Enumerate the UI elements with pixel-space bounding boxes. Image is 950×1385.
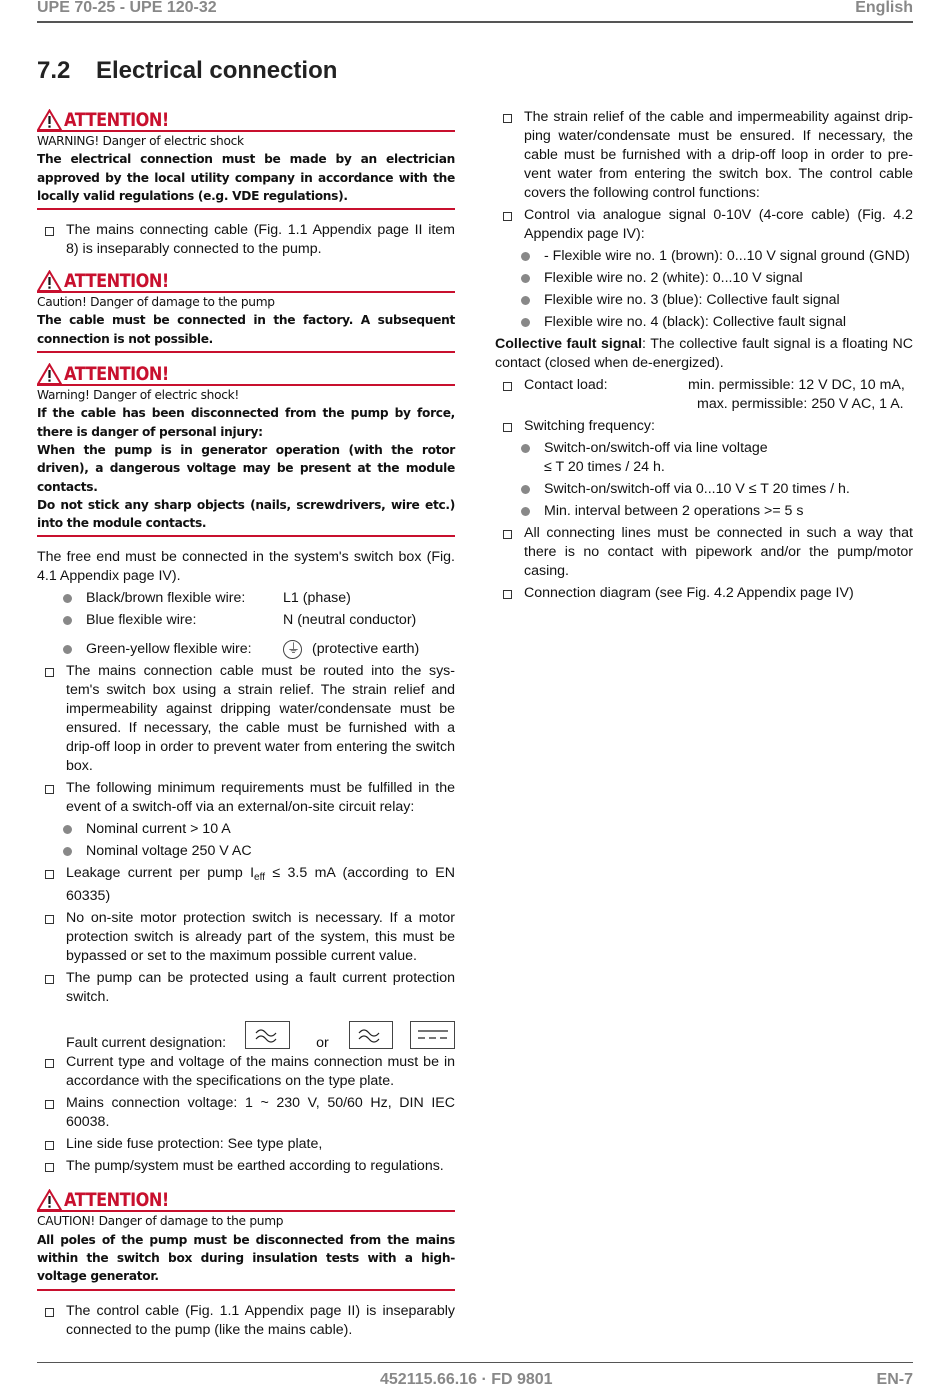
attention-text: The electrical connection must be made by an electrician approved by the local utility company in accordance with the locally valid regulations (e.g. VDE regulations). xyxy=(37,152,455,203)
list-subitem: Flexible wire no. 2 (white): 0...10 V signal xyxy=(495,269,913,288)
list-subitem: - Flexible wire no. 1 (brown): 0...10 V signal ground (GND) xyxy=(495,247,913,266)
header-model: UPE 70-25 - UPE 120-32 xyxy=(37,0,217,16)
list-item: No on-site motor protection switch is necessary. If a motor protection switch is already part of the system, this must be bypassed or set to the maximum possible current value. xyxy=(37,909,455,966)
warning-triangle-icon xyxy=(37,109,62,131)
paragraph: The free end must be connected in the system's switch box (Fig. 4.1 Appendix page IV). xyxy=(37,549,455,585)
attention-box xyxy=(37,110,455,210)
left-column xyxy=(37,110,455,1343)
fault-or: or xyxy=(316,1035,329,1052)
attention-header xyxy=(37,364,455,386)
attention-box xyxy=(37,1190,455,1290)
list-subitem: Switch-on/switch-off via line voltage ≤ T 20 times / 24 h. xyxy=(495,439,913,477)
attention-text: The cable must be connected in the factory. A subsequent connection is not possible. xyxy=(37,313,455,346)
footer-page-number: EN-7 xyxy=(876,1371,913,1385)
warning-triangle-icon xyxy=(37,1189,62,1211)
list-subitem: Nominal current > 10 A xyxy=(37,820,455,839)
section-number: 7.2 xyxy=(37,57,71,84)
contact-load-label: Contact load: xyxy=(524,377,608,393)
fault-label: Fault current designation: xyxy=(66,1035,227,1052)
attention-subtitle: CAUTION! Danger of damage to the pump xyxy=(37,1214,284,1229)
list-item: Switching frequency: xyxy=(495,417,913,436)
section-title xyxy=(37,57,338,84)
wire-row: Green-yellow flexible wire: ⏚ (protective earth) xyxy=(37,640,455,659)
attention-title: ATTENTION! xyxy=(64,108,169,131)
attention-subtitle: WARNING! Danger of electric shock xyxy=(37,134,244,148)
attention-subtitle: Caution! Danger of damage to the pump xyxy=(37,295,275,310)
warning-triangle-icon xyxy=(37,363,62,385)
attention-title: ATTENTION! xyxy=(64,1188,169,1211)
attention-text: When the pump is in generator operation (with the rotor driven), a dangerous voltage may be present at the module contacts. xyxy=(37,442,455,494)
attention-title: ATTENTION! xyxy=(64,362,169,385)
attention-header xyxy=(37,110,455,132)
attention-text: All poles of the pump must be disconnected from the mains within the switch box during insulation tests with a high-voltage generator. xyxy=(37,1232,455,1284)
list-item: All connecting lines must be connected in such a way that there is no contact with pipework and/or the pump/motor casing. xyxy=(495,524,913,581)
ac-fault-symbol-icon xyxy=(245,1021,290,1049)
list-item: The pump can be protected using a fault current protection switch. xyxy=(37,969,455,1007)
list-item: Current type and voltage of the mains connection must be in accordance with the specifications on the type plate. xyxy=(37,1053,455,1091)
right-column xyxy=(495,108,913,606)
list-item: The strain relief of the cable and impermeability against drip-ping water/condensate must be ensured. If necessary, the cable must be furnished with a drip-off loop in order to pre-vent water from entering the switch box. The control cable covers the following control functions: xyxy=(495,108,913,203)
list-item: Control via analogue signal 0-10V (4-core cable) (Fig. 4.2 Appendix page IV): xyxy=(495,206,913,244)
page-header xyxy=(37,0,913,23)
header-language: English xyxy=(855,0,913,16)
list-item: Leakage current per pump $I_{eff} \le 3.5$ mA (according to EN 60335) xyxy=(37,864,455,906)
list-item: Mains connection voltage: 1 ~ 230 V, 50/60 Hz, DIN IEC 60038. xyxy=(37,1094,455,1132)
page-footer xyxy=(37,1362,913,1385)
list-item: Line side fuse protection: See type plate, xyxy=(37,1135,455,1154)
contact-load-max: max. permissible: 250 V AC, 1 A. xyxy=(697,396,904,412)
attention-header xyxy=(37,1190,455,1212)
warning-triangle-icon xyxy=(37,270,62,292)
dc-fault-symbol-icon xyxy=(410,1021,455,1049)
ac-fault-symbol-icon xyxy=(349,1021,394,1049)
list-subitem: Flexible wire no. 3 (blue): Collective fault signal xyxy=(495,291,913,310)
footer-doc-id: 452115.66.16 · FD 9801 xyxy=(380,1371,553,1385)
list-item: The pump/system must be earthed according to regulations. xyxy=(37,1157,455,1176)
fault-current-designation xyxy=(37,1021,455,1053)
wire-row: Black/brown flexible wire: L1 (phase) xyxy=(37,589,455,608)
list-item: The following minimum requirements must be fulfilled in the event of a switch-off via an external/on-site circuit relay: xyxy=(37,779,455,817)
protective-earth-icon xyxy=(283,640,302,659)
attention-subtitle: Warning! Danger of electric shock! xyxy=(37,388,239,403)
attention-title: ATTENTION! xyxy=(64,269,169,292)
attention-header xyxy=(37,271,455,293)
list-subitem: Flexible wire no. 4 (black): Collective fault signal xyxy=(495,313,913,332)
attention-box xyxy=(37,271,455,353)
attention-text: Do not stick any sharp objects (nails, screwdrivers, wire etc.) into the module contacts. xyxy=(37,497,455,531)
attention-box xyxy=(37,364,455,537)
list-item: The mains connecting cable (Fig. 1.1 Appendix page II item 8) is inseparably connected to the pump. xyxy=(37,221,455,259)
list-item: The control cable (Fig. 1.1 Appendix page II) is inseparably connected to the pump (like the mains cable). xyxy=(37,1302,455,1340)
section-title-text: Electrical connection xyxy=(96,57,338,84)
list-subitem: Min. interval between 2 operations >= 5 s xyxy=(495,502,913,521)
list-item: Connection diagram (see Fig. 4.2 Appendix page IV) xyxy=(495,584,913,603)
wire-row: Blue flexible wire: N (neutral conductor) xyxy=(37,611,455,630)
list-subitem: Switch-on/switch-off via 0...10 V ≤ T 20 times / h. xyxy=(495,480,913,499)
paragraph: Collective fault signal: The collective fault signal is a floating NC contact (closed when de-energized). xyxy=(495,336,913,371)
attention-text: If the cable has been disconnected from the pump by force, there is danger of personal injury: xyxy=(37,406,455,439)
list-subitem: Nominal voltage 250 V AC xyxy=(37,842,455,861)
list-item: The mains connection cable must be routed into the sys-tem's switch box using a strain relief. The strain relief and impermeability against dripping water/condensate must be ensured. If necessary, the cable must be furnished with a drip-off loop in order to prevent water from entering the switch box. xyxy=(37,662,455,776)
list-item xyxy=(495,376,913,414)
contact-load-min: min. permissible: 12 V DC, 10 mA, xyxy=(688,377,905,393)
